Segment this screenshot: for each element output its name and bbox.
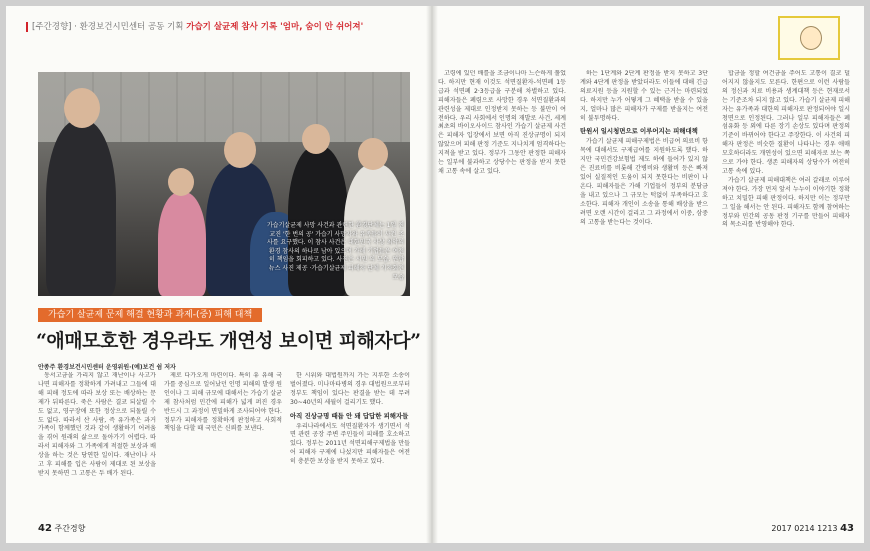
article-column-1 xyxy=(38,372,156,524)
column-5-subhead: 탄원서 일시청면으로 이루어지는 피해대책 xyxy=(580,127,698,136)
photo-caption: 가습기살균제 사망 사건과 관련한 환경단체는 1일 진교진 '한 번의 공' 가습기 사망자와 유족들이 사건 조사를 요구했다. 이 참사 사건은 대한민국 사상 최악의 환경 참사의 하나로 남아 있으며 가해 기업들은 여전히 책임을 회피하고 있다. 사진은 시민 의 모습. 연합뉴스 사진 제공 ·가습기살균제 피해자 단체 기자회견 모습 xyxy=(267,222,404,281)
news-photo xyxy=(38,72,410,296)
column-2-text: 제로 다가오게 마련이다. 특히 유 유해 국가를 중심으로 일어났던 인명 피해의 발생 원인이나 그 피해 규모에 대해서는 가습기 살균제 참사처럼 민간에 피해가 넓게 퍼진 경우 반드시 그 과정이 면밀하게 조사되어야 한다. 정부가 피해자를 정확하게 판정하고 사회적 책임을 다할 때 국민은 신뢰를 보낸다. xyxy=(164,372,282,433)
article-column-6 xyxy=(722,70,850,520)
person-child-pink xyxy=(158,192,206,296)
right-issue-date: 2017 0214 1213 xyxy=(771,524,838,533)
column-3b-text: 우리나라에서도 석면질환자가 생기면서 석면 관련 공장 주변 주민들이 피해를 호소하고 있다. 정부는 2011년 석면피해구제법을 만들어 피해자 구제에 나섰지만 피해자들은 여전히 충분한 보상을 받지 못하고 있다. xyxy=(290,422,410,466)
illustration-face xyxy=(800,26,822,50)
series-prefix: [주간경향] · 환경보건시민센터 공동 기획 xyxy=(32,22,184,32)
series-header xyxy=(26,20,363,32)
column-6b-text: 가습기 살균제 피해대책은 여러 갈래로 이루어져야 한다. 가장 먼저 앞서 누누이 이야기한 정확하고 치밀한 피해 판정이다. 하지만 이는 정부만 그 일을 해서는 안 된다. 피해자도 함께 참여하는 정부와 민간의 공동 판정 기구를 만들어 피해자의 목소리를 반영해야 한다. xyxy=(722,176,850,229)
column-4-text: 고령에 있던 배를을 조금이나마 느슨하게 풀었다. 하지만 현재 이것도 석면질환자-석면폐 1등급과 석면폐 2·3등급을 구분해 차별하고 있다. 피해자들은 폐렴으로 사망한 경우 석면질환과의 관련성을 제대로 인정받지 못하는 등 불만이 여전하다. 우리 사회에서 인명의 재발로 사건, 세계 최초의 바이오사이드 참사인 가습기 살균제 사건은 피해자 입장에서 보면 아직 진상규명이 되지 않았으며 피해 판정 기준도 지나치게 엄격하다는 지적을 받고 있다. 정부가 그동안 판정한 피해자는 일부에 불과하고 상당수는 판정을 받지 못한 채 고통 속에 살고 있다. xyxy=(438,70,566,175)
series-marker xyxy=(26,22,28,32)
article-column-5 xyxy=(580,70,708,520)
article-headline: “애매모호한 경우라도 개연성 보이면 피해자다” xyxy=(36,330,421,352)
left-page-number: 42 xyxy=(38,523,52,534)
article-kicker: 가습기 살균제 문제 해결 현황과 과제-(중) 피해 대책 xyxy=(38,308,262,322)
person-child-pink-head xyxy=(168,168,194,196)
column-5-text: 하는 1단계와 2단계 판정을 받지 못하고 3단계와 4단계 판정을 받았더라도 이들에 대해 긴급의료지원 등을 지원할 수 있는 근거는 마련되었다. 하지만 누가 어떻게 그 혜택을 받을 수 있을지, 얼마나 많은 피해자가 구제를 받을지는 여전히 불투명하다. xyxy=(580,70,708,122)
article-column-3 xyxy=(290,372,410,524)
left-magazine-name: 주간경향 xyxy=(54,524,86,533)
column-3-text: 한 시위와 대법원까지 가는 지루한 소송이 벌어졌다. 미나마타병의 경우 대법원으로부터 정부도 책임이 있다는 판결을 받는 데 무려 30~40년의 세월이 걸리기도 했다. xyxy=(290,372,410,406)
columnist-illustration xyxy=(778,16,840,60)
column-5b-text: 가습기 살균제 피해구제법은 비급여 의료비 항목에 대해서도 구제급여를 지원하도록 했다. 하지만 국민건강보험법 제도 하에 들어가 있지 않은 진료비를 비롯해 간병비와 생활비 등은 빠져 있어 실질적인 도움이 되지 못한다는 비판이 나온다. 피해자들은 가해 기업들이 정부의 분담금을 내고 있으나 그 규모는 턱없이 부족하다고 호소한다. 피해자 개인이 소송을 통해 배상을 받으려면 오랜 시간이 걸리고 그 과정에서 이중, 삼중의 고통을 받는다는 것이다. xyxy=(580,138,708,226)
article-column-4 xyxy=(438,70,566,520)
person-woman-right-head xyxy=(302,124,330,154)
article-byline: 안종주 환경보건시민센터 운영위원·(예)보건 쉼 저자 xyxy=(38,364,176,371)
right-folio xyxy=(771,523,854,534)
right-page-number: 43 xyxy=(840,523,854,534)
person-reporter xyxy=(46,120,116,296)
person-speaker-head xyxy=(224,132,256,168)
person-woman-white-head xyxy=(358,138,388,170)
column-3-subhead: 아직 진상규명 때듭 안 돼 답답한 피해자들 xyxy=(290,411,409,420)
column-6-text: 합금을 정할 여건금을 주어도 고통이 결코 덜어지지 않을지도 모른다. 한편으로 이런 사람들의 정신과 치료 비용과 생계대책 등은 현재로서는 기준조차 되지 않고 있다. 가습기 살균제 피해자는 유가족과 대한의 피해자로 판정되어야 일시청면으로 인정된다. 그러나 일부 피해자들은 폐섬유화 등 외에 다른 장기 손상도 있다며 판정의 기준이 바뀌어야 한다고 주장한다. 이 사건의 피해자 판정은 비슷한 질환이 나타나는 경우 애매모호하더라도 개연성이 있으면 피해자로 보는 쪽으로 가야 한다. 생존 피해자의 상당수가 여전히 고통 속에 있다. xyxy=(722,70,850,175)
right-page xyxy=(434,6,864,543)
person-reporter-head xyxy=(64,88,100,128)
page-gutter xyxy=(426,6,438,543)
article-column-2 xyxy=(164,372,282,524)
column-1-text: 동서고금을 가리지 않고 재난이나 사고가 나면 피해자를 정확하게 가려내고 그들에 대해 피해 정도에 따라 보상 또는 배상하는 문제가 뒤따른다. 죽은 사람은 결코 되살릴 수도 없고, 영구장애 또한 정상으로 되돌릴 수도 없다. 따라서 산 사람, 즉 유가족은 과거 가족이 함께했던 것과 같이 생활하기 어려움을 겪어 원래의 삶으로 돌아가기 어렵다. 따라서 피해자와 그 가족에게 적절한 보상과 배상을 하는 것은 당연한 일이다. 재난이나 사고 후 피해를 입은 사람이 제대로 된 보상을 받지 못하면 그 고통은 두 배가 된다. xyxy=(38,372,156,477)
left-page xyxy=(6,6,430,543)
left-folio xyxy=(38,523,85,534)
series-title: 가습기 살균제 참사 기록 '엄마, 숨이 안 쉬어져' xyxy=(186,22,364,32)
